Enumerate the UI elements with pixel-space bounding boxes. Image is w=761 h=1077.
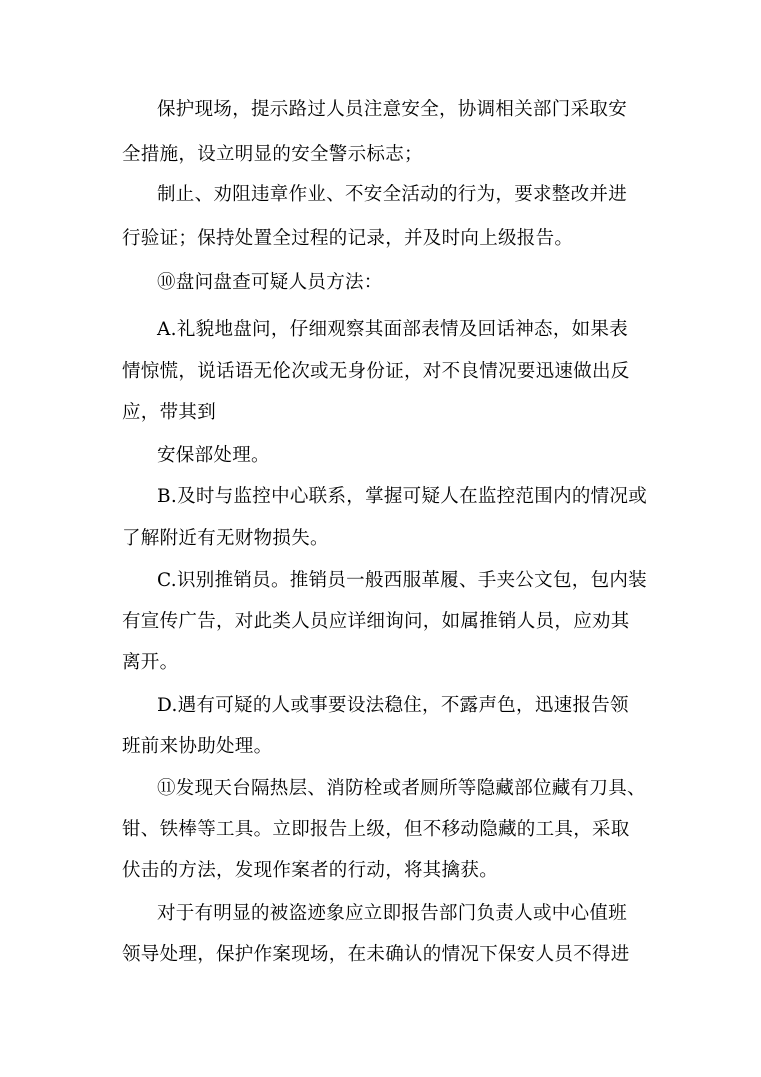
paragraph-line: A.礼貌地盘问，仔细观察其面部表情及回话神态，如果表 — [157, 319, 629, 340]
paragraph-line: 对于有明显的被盗迹象应立即报告部门负责人或中心值班 — [157, 903, 628, 924]
paragraph-line: 制止、劝阻违章作业、不安全活动的行为，要求整改并进 — [157, 184, 628, 205]
paragraph-line: 了解附近有无财物损失。 — [122, 528, 329, 549]
section-heading: ⑪发现天台隔热层、消防栓或者厕所等隐藏部位藏有刀具、 — [157, 778, 646, 799]
paragraph-line: 保护现场，提示路过人员注意安全，协调相关部门采取安 — [157, 99, 628, 120]
paragraph-line: 应，带其到 — [122, 402, 217, 423]
paragraph-line: 情惊慌，说话语无伦次或无身份证，对不良情况要迅速做出反 — [122, 361, 630, 382]
paragraph-line: 离开。 — [122, 652, 179, 673]
paragraph-line: 安保部处理。 — [157, 445, 270, 466]
section-heading: ⑩盘问盘查可疑人员方法： — [157, 272, 383, 293]
paragraph-line: 领导处理，保护作案现场，在未确认的情况下保安人员不得进 — [122, 944, 630, 965]
paragraph-line: B.及时与监控中心联系，掌握可疑人在监控范围内的情况或 — [157, 486, 648, 507]
paragraph-line: 班前来协助处理。 — [122, 736, 273, 757]
paragraph-line: C.识别推销员。推销员一般西服革履、手夹公文包，包内装 — [157, 570, 647, 591]
paragraph-line: 钳、铁棒等工具。立即报告上级，但不移动隐藏的工具，采取 — [122, 819, 630, 840]
paragraph-line: 全措施，设立明显的安全警示标志； — [122, 144, 423, 165]
paragraph-line: 行验证；保持处置全过程的记录，并及时向上级报告。 — [122, 228, 574, 249]
paragraph-line: D.遇有可疑的人或事要设法稳住，不露声色，迅速报告领 — [157, 695, 629, 716]
paragraph-line: 伏击的方法，发现作案者的行动，将其擒获。 — [122, 860, 499, 881]
paragraph-line: 有宣传广告，对此类人员应详细询问，如属推销人员，应劝其 — [122, 611, 630, 632]
